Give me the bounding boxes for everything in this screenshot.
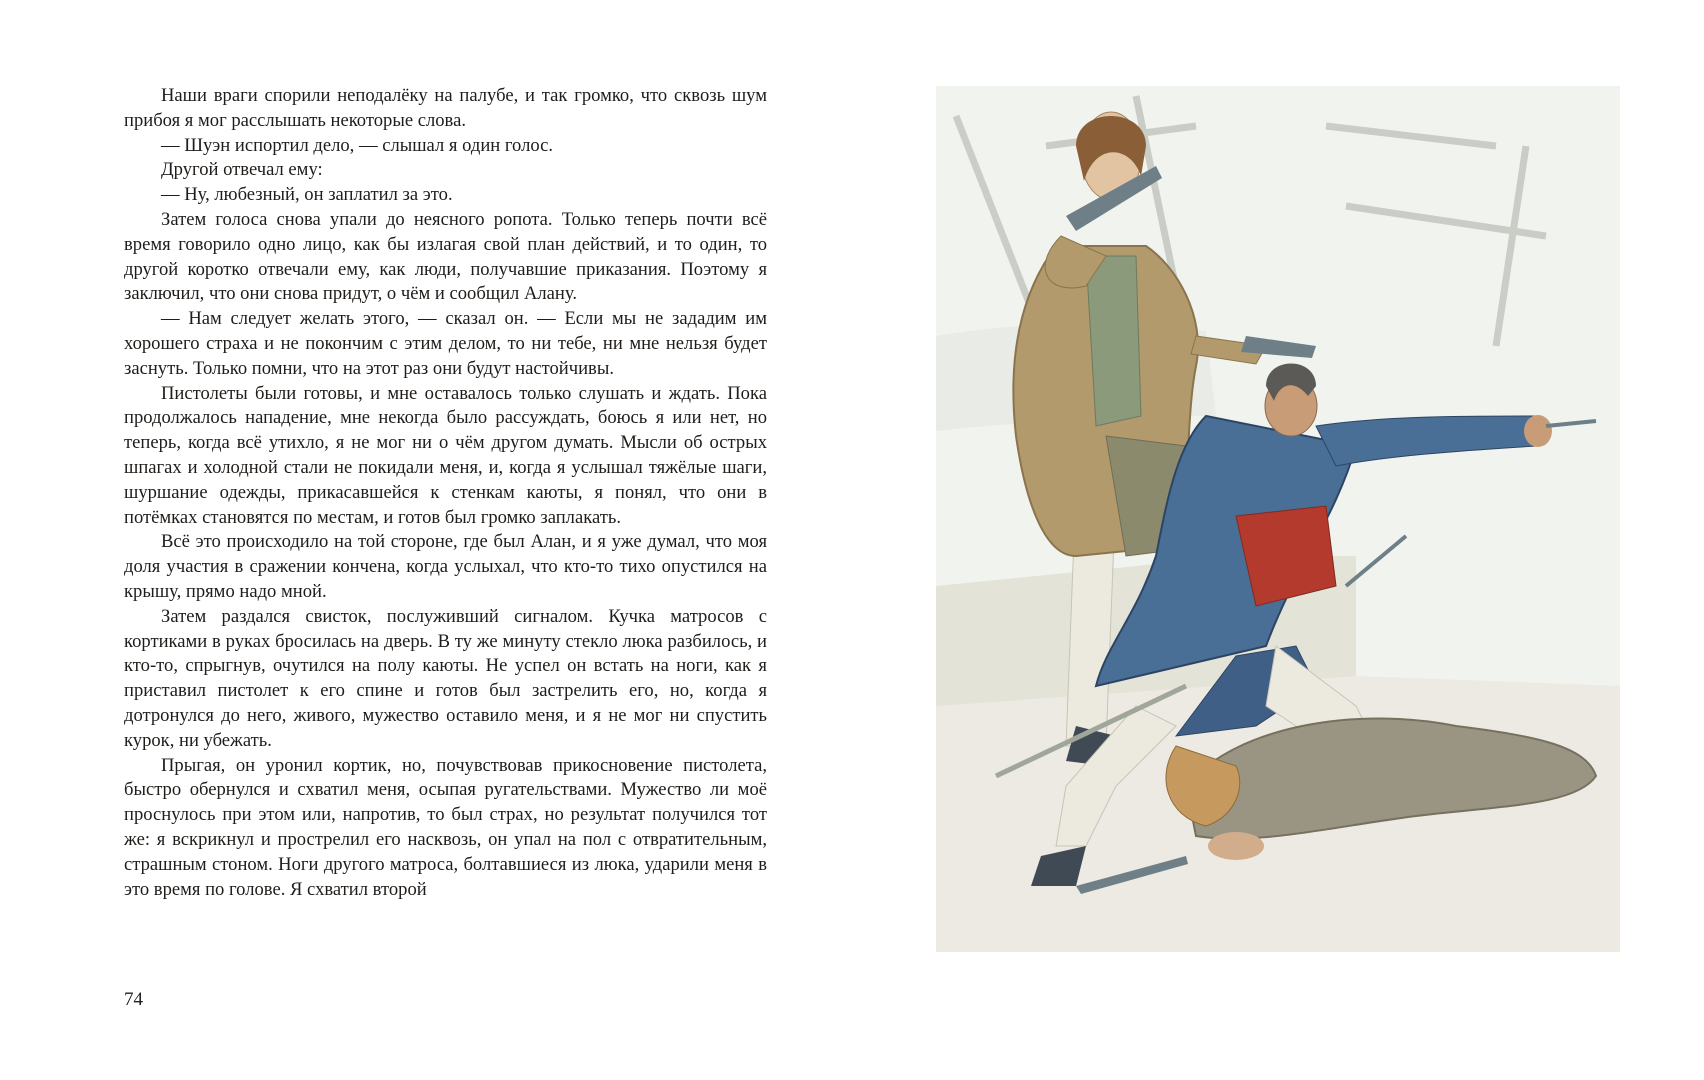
- paragraph-7: Пистолеты были готовы, и мне оставалось только слушать и ждать. Пока продолжалось нападение, мне некогда было рассуждать, боюсь я или нет, но теперь, когда всё утихло, я не мог ни о чём другом думать. Мысли об острых шпагах и холодной стали не покидали меня, и, когда я услышал тяжёлые шаги, шуршание одежды, прикасавшейся к стенкам каюты, я понял, что они в потёмках становятся по местам, и готов был громко заплакать.: [124, 382, 767, 528]
- paragraph-6: — Нам следует желать этого, — сказал он. — Если мы не зададим им хорошего страха и не покончим с этим делом, то ни тебе, ни мне нельзя будет заснуть. Только помни, что на этот раз они будут настойчивы.: [124, 308, 767, 379]
- paragraph-2: — Шуэн испортил дело, — слышал я один голос.: [161, 134, 554, 156]
- page-number: 74: [124, 989, 143, 1010]
- illustration: [936, 86, 1620, 952]
- paragraph-1: Наши враги спорили неподалёку на палубе, и так громко, что сквозь шум прибоя я мог расслышать некоторые слова.: [124, 85, 767, 131]
- paragraph-4: — Ну, любезный, он заплатил за это.: [161, 184, 453, 206]
- paragraph-8: Всё это происходило на той стороне, где был Алан, и я уже думал, что моя доля участия в сражении кончена, когда услыхал, что кто-то тихо опустился на крышу, прямо надо мной.: [124, 531, 767, 602]
- text-column: [124, 84, 767, 902]
- illustration-drawing: [936, 86, 1620, 952]
- paragraph-3: Другой отвечал ему:: [161, 159, 323, 181]
- paragraph-9: Затем раздался свисток, послуживший сигналом. Кучка матросов с кортиками в руках бросилась на дверь. В ту же минуту стекло люка разбилось, и кто-то, спрыгнув, очутился на полу каюты. Не успел он встать на ноги, как я приставил пистолет к его спине и готов был застрелить его, но, когда я дотронулся до него, живого, мужество оставило меня, и я не мог ни спустить курок, ни убежать.: [124, 605, 767, 751]
- paragraph-10: Прыгая, он уронил кортик, но, почувствовав прикосновение пистолета, быстро обернулся и схватил меня, осыпая ругательствами. Мужество ли моё проснулось при этом или, напротив, то был страх, но результат получился тот же: я вскрикнул и прострелил его насквозь, он упал на пол с отвратительным, страшным стоном. Ноги другого матроса, болтавшиеся из люка, ударили меня в это время по голове. Я схватил второй: [124, 754, 767, 900]
- paragraph-5: Затем голоса снова упали до неясного ропота. Только теперь почти всё время говорило одно лицо, как бы излагая свой план действий, и то один, то другой коротко отвечали ему, как люди, получавшие приказания. Поэтому я заключил, что они снова придут, о чём и сообщил Алану.: [124, 208, 767, 305]
